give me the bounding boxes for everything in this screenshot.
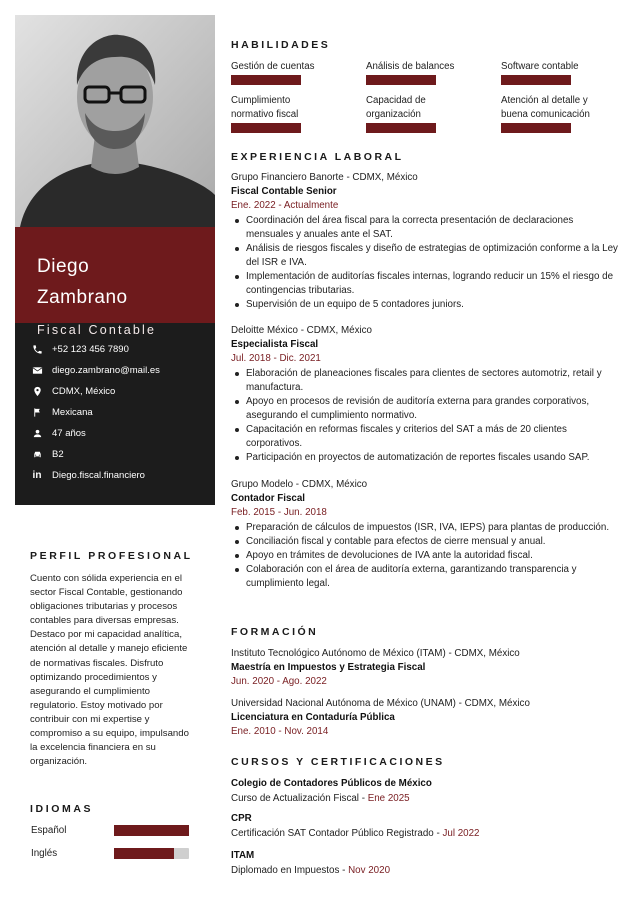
job-dates: Ene. 2022 - Actualmente [231,200,339,211]
course-issuer: CPR [231,813,252,824]
course-issuer: Colegio de Contadores Públicos de México [231,778,432,789]
person-icon [31,428,43,440]
job-bullet: Participación en proyectos de automatización de reportes fiscales usando SAP. [231,451,621,465]
courses-section-title: CURSOS Y CERTIFICACIONES [231,756,445,768]
job-bullet: Coordinación del área fiscal para la correcta presentación de declaraciones mensuales y anuales ante el SAT. [231,214,621,242]
skill-item: Software contable [501,61,579,72]
course-name: Certificación SAT Contador Público Registrado [231,828,434,839]
contact-age: 47 años [31,423,215,444]
profile-photo [15,15,215,227]
course-date: Nov 2020 [348,865,391,876]
skill-item: Gestión de cuentas [231,61,315,72]
job-entry [231,171,621,312]
job-title: Contador Fiscal [231,493,306,504]
job-company: Grupo Financiero Banorte - CDMX, México [231,172,418,183]
contact-license: B2 [31,444,215,465]
job-bullet: Capacitación en reformas fiscales y criterios del SAT a más de 20 clientes corporativos. [231,423,621,451]
job-bullet: Colaboración con el área de auditoría externa, garantizando transparencia y cumplimiento legal. [231,563,621,591]
job-entry [231,324,621,465]
course-date: Jul 2022 [442,828,480,839]
contact-location: CDMX, México [31,381,215,402]
language-level-bar [114,848,189,859]
job-entry [231,478,621,591]
job-bullet: Apoyo en procesos de revisión de auditoría externa para grandes corporativos, asegurando el cumplimiento normativo. [231,395,621,423]
course-entry: CPR Certificación SAT Contador Público Registrado - Jul 2022 [231,811,621,841]
course-entry: Colegio de Contadores Públicos de México Curso de Actualización Fiscal - Ene 2025 [231,776,621,806]
car-icon [31,449,43,461]
job-bullet: Supervisión de un equipo de 5 contadores juniors. [231,298,621,312]
contact-block [15,323,215,505]
last-name: Zambrano [37,287,128,308]
contact-nationality: Mexicana [31,402,215,423]
skill-level-bar [231,123,301,133]
course-name: Curso de Actualización Fiscal [231,793,359,804]
job-bullet: Análisis de riesgos fiscales y diseño de estrategias de optimización conforme a la Ley del ISR e IVA. [231,242,621,270]
education-degree: Licenciatura en Contaduría Pública [231,712,395,723]
course-issuer: ITAM [231,850,255,861]
education-institution: Universidad Nacional Autónoma de México (UNAM) - CDMX, México [231,698,530,709]
job-dates: Jul. 2018 - Dic. 2021 [231,353,321,364]
first-name: Diego [37,256,90,277]
education-degree: Maestría en Impuestos y Estrategia Fiscal [231,662,426,673]
education-section-title: FORMACIÓN [231,626,319,638]
contact-phone[interactable]: +52 123 456 7890 [31,339,215,360]
languages-section-title: IDIOMAS [30,803,94,815]
job-bullet: Apoyo en trámites de devoluciones de IVA ante la autoridad fiscal. [231,549,621,563]
skill-level-bar [366,123,436,133]
contact-linkedin[interactable]: in Diego.fiscal.financiero [32,470,145,481]
sidebar [15,15,215,505]
job-company: Deloitte México - CDMX, México [231,325,372,336]
job-title: Especialista Fiscal [231,339,319,350]
language-row: Inglés [31,848,191,859]
skill-level-bar [366,75,436,85]
education-entry [231,647,621,689]
education-institution: Instituto Tecnológico Autónomo de México (ITAM) - CDMX, México [231,648,520,659]
location-icon [31,386,43,398]
job-title: Fiscal Contable Senior [231,186,337,197]
phone-icon [31,344,43,356]
education-entry [231,697,621,739]
language-row: Español [31,825,191,836]
education-dates: Jun. 2020 - Ago. 2022 [231,676,327,687]
skill-item: Atención al detalle y buena comunicación [501,95,590,120]
linkedin-icon: in [32,470,42,481]
job-dates: Feb. 2015 - Jun. 2018 [231,507,327,518]
skill-item: Cumplimiento normativo fiscal [231,95,299,120]
job-role: Fiscal Contable [37,323,157,337]
course-name: Diplomado en Impuestos [231,865,340,876]
contact-email[interactable]: diego.zambrano@mail.es [31,360,215,381]
skill-item: Análisis de balances [366,61,455,72]
education-dates: Ene. 2010 - Nov. 2014 [231,726,329,737]
profile-summary: Cuento con sólida experiencia en el sector Fiscal Contable, gestionando obligaciones tributarias y procesos contables para diversas empresas. Destaco por mi capacidad analítica, atención al detalle y manejo eficiente de normativas fiscales. Disfruto optimizando procedimientos y asegurando el cumplimiento regulatorio. Estoy motivado por contribuir con mi expertise y compromiso a su equipo, impulsando la excelencia financiera en su organización. [30,573,189,768]
course-date: Ene 2025 [367,793,410,804]
job-bullet: Conciliación fiscal y contable para efectos de cierre mensual y anual. [231,535,621,549]
skills-section-title: HABILIDADES [231,39,331,51]
skill-level-bar [501,75,571,85]
flag-icon [31,407,43,419]
course-entry: ITAM Diplomado en Impuestos - Nov 2020 [231,848,621,878]
job-bullet: Implementación de auditorías fiscales internas, logrando reducir un 15% el riesgo de contingencias tributarias. [231,270,621,298]
job-bullet: Preparación de cálculos de impuestos (ISR, IVA, IEPS) para plantas de producción. [231,521,621,535]
skill-item: Capacidad de organización [366,95,426,120]
skill-level-bar [501,123,571,133]
name-block [15,227,215,337]
job-bullet: Elaboración de planeaciones fiscales para clientes de sectores automotriz, retail y manufactura. [231,367,621,395]
language-level-bar [114,825,189,836]
job-company: Grupo Modelo - CDMX, México [231,479,368,490]
mail-icon [31,365,43,377]
skill-level-bar [231,75,301,85]
experience-section-title: EXPERIENCIA LABORAL [231,151,404,163]
profile-section-title: PERFIL PROFESIONAL [30,550,193,562]
